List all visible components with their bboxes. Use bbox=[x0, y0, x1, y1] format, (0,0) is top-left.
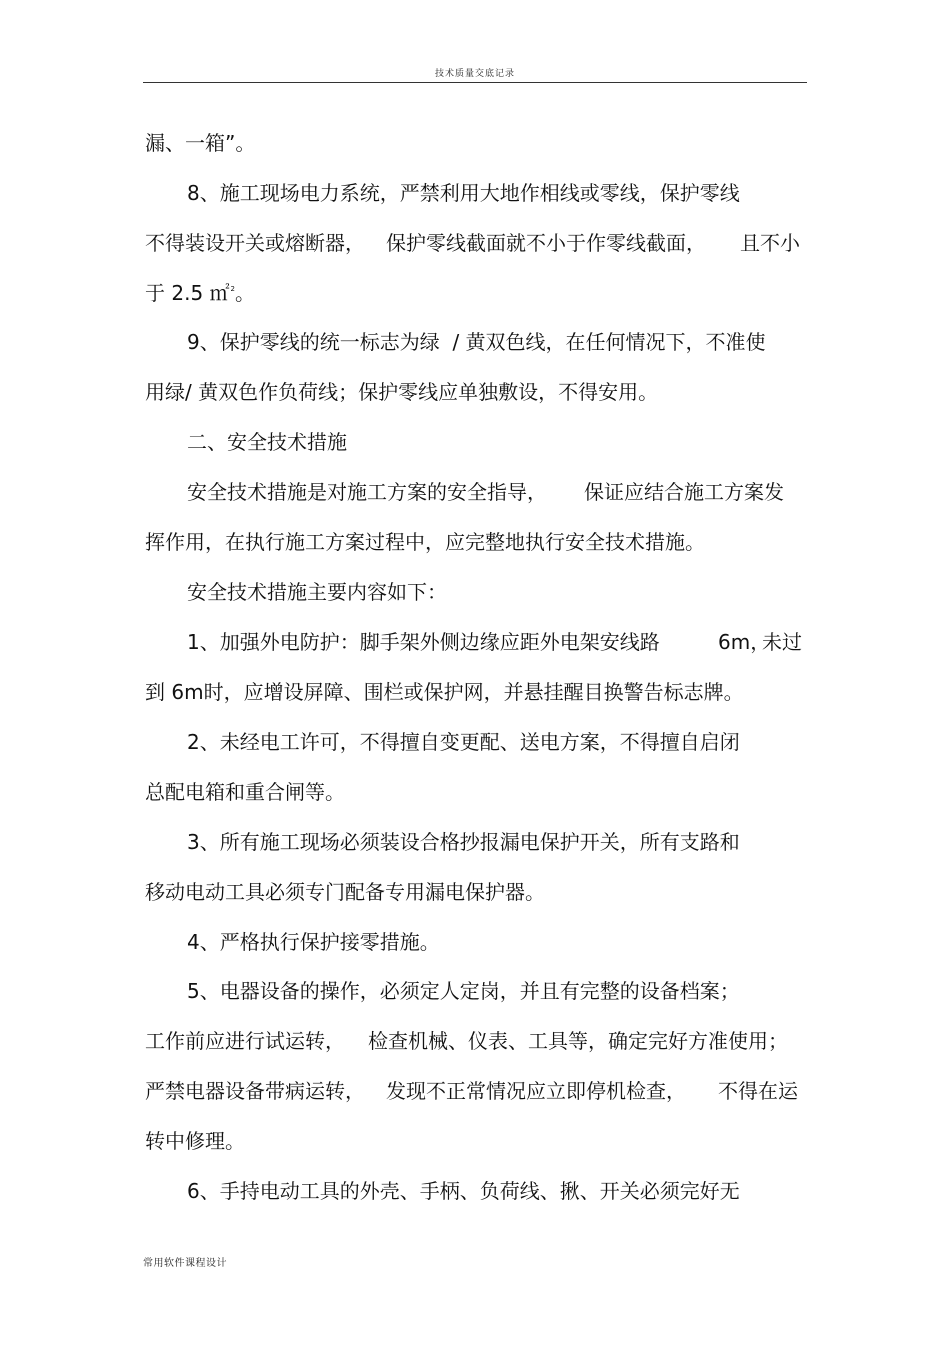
text-line: 6、手持电动工具的外壳、手柄、负荷线、揪、开关必须完好无 bbox=[187, 1179, 740, 1203]
text-line: 挥作用，在执行施工方案过程中，应完整地执行安全技术措施。 bbox=[145, 530, 705, 554]
text-line: 严禁电器设备带病运转， bbox=[145, 1079, 365, 1103]
text-line: 移动电动工具必须专门配备专用漏电保护器。 bbox=[145, 880, 545, 904]
text-line: 且不小 bbox=[740, 231, 800, 255]
text-line: 1、加强外电防护：脚手架外侧边缘应距外电架安线路 bbox=[187, 630, 660, 654]
text-line bbox=[145, 281, 255, 310]
header-rule bbox=[143, 82, 807, 83]
text-line: 保护零线截面就不小于作零线截面， bbox=[386, 231, 706, 255]
superscript: 2 bbox=[230, 285, 235, 293]
text-line: 安全技术措施主要内容如下： bbox=[187, 580, 447, 604]
text-line: 4、严格执行保护接零措施。 bbox=[187, 930, 440, 954]
text-line: 到 6m时，应增设屏障、围栏或保护网，并悬挂醒目换警告标志牌。 bbox=[145, 680, 744, 704]
page-footer: 常用软件课程设计 bbox=[143, 1258, 227, 1269]
text-line: 工作前应进行试运转， bbox=[145, 1029, 345, 1053]
text-line: 总配电箱和重合闸等。 bbox=[145, 780, 345, 804]
text-line: 3、所有施工现场必须装设合格抄报漏电保护开关，所有支路和 bbox=[187, 830, 740, 854]
text-line: 9、保护零线的统一标志为绿 / 黄双色线，在任何情况下，不准使 bbox=[187, 330, 766, 354]
text-line: 用绿/ 黄双色作负荷线；保护零线应单独敷设，不得安用。 bbox=[145, 380, 659, 404]
text-line: 发现不正常情况应立即停机检查， bbox=[386, 1079, 686, 1103]
text-line: 不得装设开关或熔断器， bbox=[145, 231, 365, 255]
text-segment: 。 bbox=[235, 281, 255, 305]
text-line: 安全技术措施是对施工方案的安全指导， bbox=[187, 480, 547, 504]
text-line: 5、电器设备的操作，必须定人定岗，并且有完整的设备档案； bbox=[187, 979, 740, 1003]
text-line: 不得在运 bbox=[718, 1079, 798, 1103]
page-header: 技术质量交底记录 bbox=[434, 69, 515, 79]
text-line: 未过 bbox=[762, 630, 802, 654]
text-line: 2、未经电工许可，不得擅自变更配、送电方案，不得擅自启闭 bbox=[187, 730, 740, 754]
text-line: 漏、一箱”。 bbox=[145, 131, 256, 155]
section-heading: 二、安全技术措施 bbox=[187, 430, 347, 454]
text-line: 8、施工现场电力系统，严禁利用大地作相线或零线，保护零线 bbox=[187, 181, 740, 205]
text-segment: 于 2.5 ㎡ bbox=[145, 281, 230, 305]
text-line: 检查机械、仪表、工具等，确定完好方准使用； bbox=[368, 1029, 788, 1053]
text-line: 保证应结合施工方案发 bbox=[584, 480, 784, 504]
text-line: 6m， bbox=[718, 630, 771, 654]
text-line: 转中修理。 bbox=[145, 1129, 245, 1153]
